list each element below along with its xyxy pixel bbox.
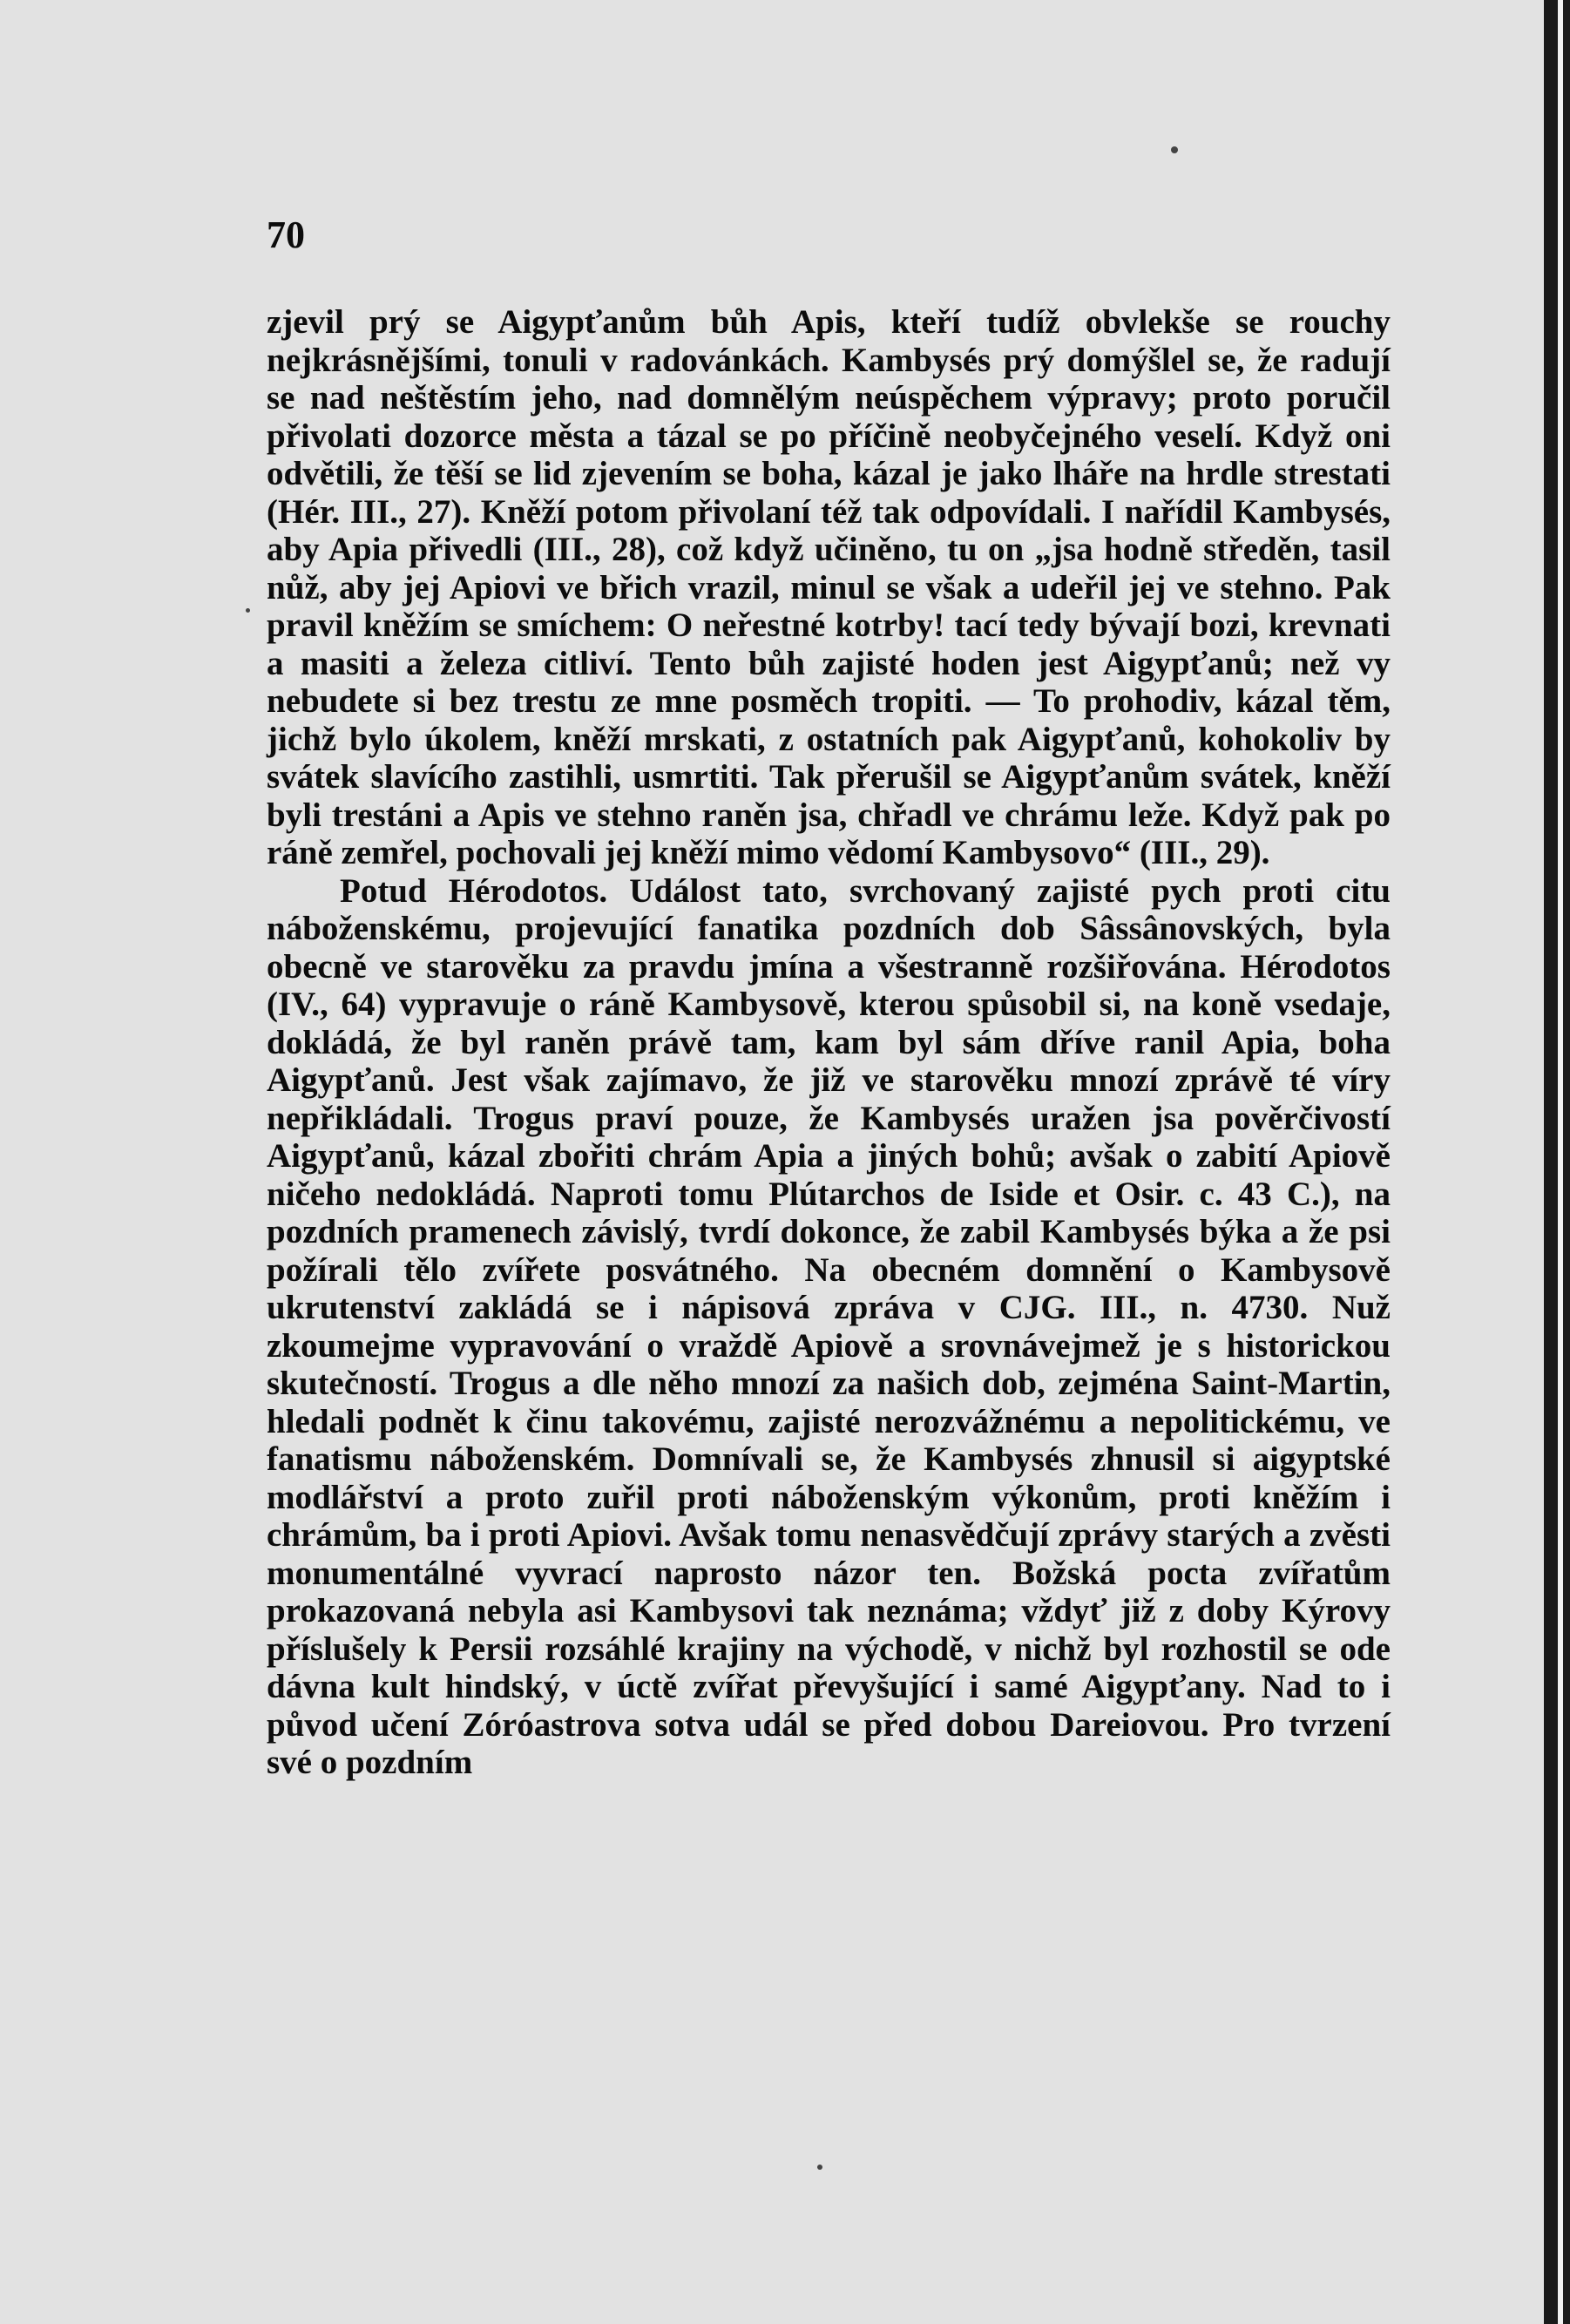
page-edge-shadow: [1544, 0, 1570, 2324]
paragraph-1: zjevil prý se Aigypťanům bůh Apis, kteří tudíž obvlekše se rouchy nejkrásnějšími, tonuli v radovánkách. Kambysés prý domýšlel se, že radují se nad neštěstím jeho, nad domnělým neúspěchem výpravy; proto poručil přivolati dozorce města a tázal se po příčině neobyčejného veselí. Když oni odvětili, že těší se lid zjevením se boha, kázal je jako lháře na hrdle strestati (Hér. III., 27). Kněží potom přivolaní též tak odpovídali. I nařídil Kambysés, aby Apia přivedli (III., 28), což když učiněno, tu on „jsa hodně středěn, tasil nůž, aby jej Apiovi ve břich vrazil, minul se však a udeřil jej ve stehno. Pak pravil kněžím se smíchem: O neřestné kotrby! tací tedy bývají bozi, krevnati a masiti a železa citliví. Tento bůh zajisté hoden jest Aigypťanů; než vy nebudete si bez trestu ze mne posměch tropiti. — To prohodiv, kázal těm, jichž bylo úkolem, kněží mrskati, z ostatních pak Aigypťanů, kohokoliv by svátek slavícího zastihli, usmrtiti. Tak přerušil se Aigypťanům svátek, kněží byli trestáni a Apis ve stehno raněn jsa, chřadl ve chrámu leže. Když pak po ráně zemřel, pochovali jej kněží mimo vědomí Kambysovo“ (III., 29).: [267, 303, 1391, 871]
print-speck: [1171, 146, 1178, 153]
page-number: 70: [267, 213, 305, 256]
paragraph-2: Potud Hérodotos. Událost tato, svrchovaný zajisté pych proti citu náboženskému, projevující fanatika pozdních dob Sâssânovských, byla obecně ve starověku za pravdu jmína a všestranně rozšiřována. Hérodotos (IV., 64) vypravuje o ráně Kambysově, kterou spůsobil si, na koně vsedaje, dokládá, že byl raněn právě tam, kam byl sám dříve ranil Apia, boha Aigypťanů. Jest však zajímavo, že již ve starověku mnozí zprávě té víry nepřikládali. Trogus praví pouze, že Kambysés uražen jsa pověrčivostí Aigypťanů, kázal zbořiti chrám Apia a jiných bohů; avšak o zabití Apiově ničeho nedokládá. Naproti tomu Plútarchos de Iside et Osir. c. 43 C.), na pozdních pramenech závislý, tvrdí dokonce, že zabil Kambysés býka a že psi požírali tělo zvířete posvátného. Na obecném domnění o Kambysově ukrutenství zakládá se i nápisová zpráva v CJG. III., n. 4730. Nuž zkoumejme vypravování o vraždě Apiově a srovnávejmež je s historickou skutečností. Trogus a dle něho mnozí za našich dob, zejména Saint-Martin, hledali podnět k činu takovému, zajisté nerozvážnému a nepolitickému, ve fanatismu náboženském. Domnívali se, že Kambysés zhnusil si aigyptské modlářství a proto zuřil proti náboženským výkonům, proti kněžím i chrámům, ba i proti Apiovi. Avšak tomu nenasvědčují zprávy starých a zvěsti monumentálné vyvrací naprosto názor ten. Božská pocta zvířatům prokazovaná nebyla asi Kambysovi tak neznáma; vždyť již z doby Kýrovy příslušely k Persii rozsáhlé krajiny na východě, v nichž byl rozhostil se ode dávna kult hindský, v úctě zvířat převyšující i samé Aigypťany. Nad to i původ učení Zóróastrova sotva udál se před dobou Dareiovou. Pro tvrzení své o pozdním: [267, 871, 1391, 1781]
print-speck: [817, 2165, 822, 2170]
page-edge-gap: [1558, 0, 1563, 2324]
page-text: [267, 303, 1391, 1782]
print-speck: [246, 608, 250, 613]
